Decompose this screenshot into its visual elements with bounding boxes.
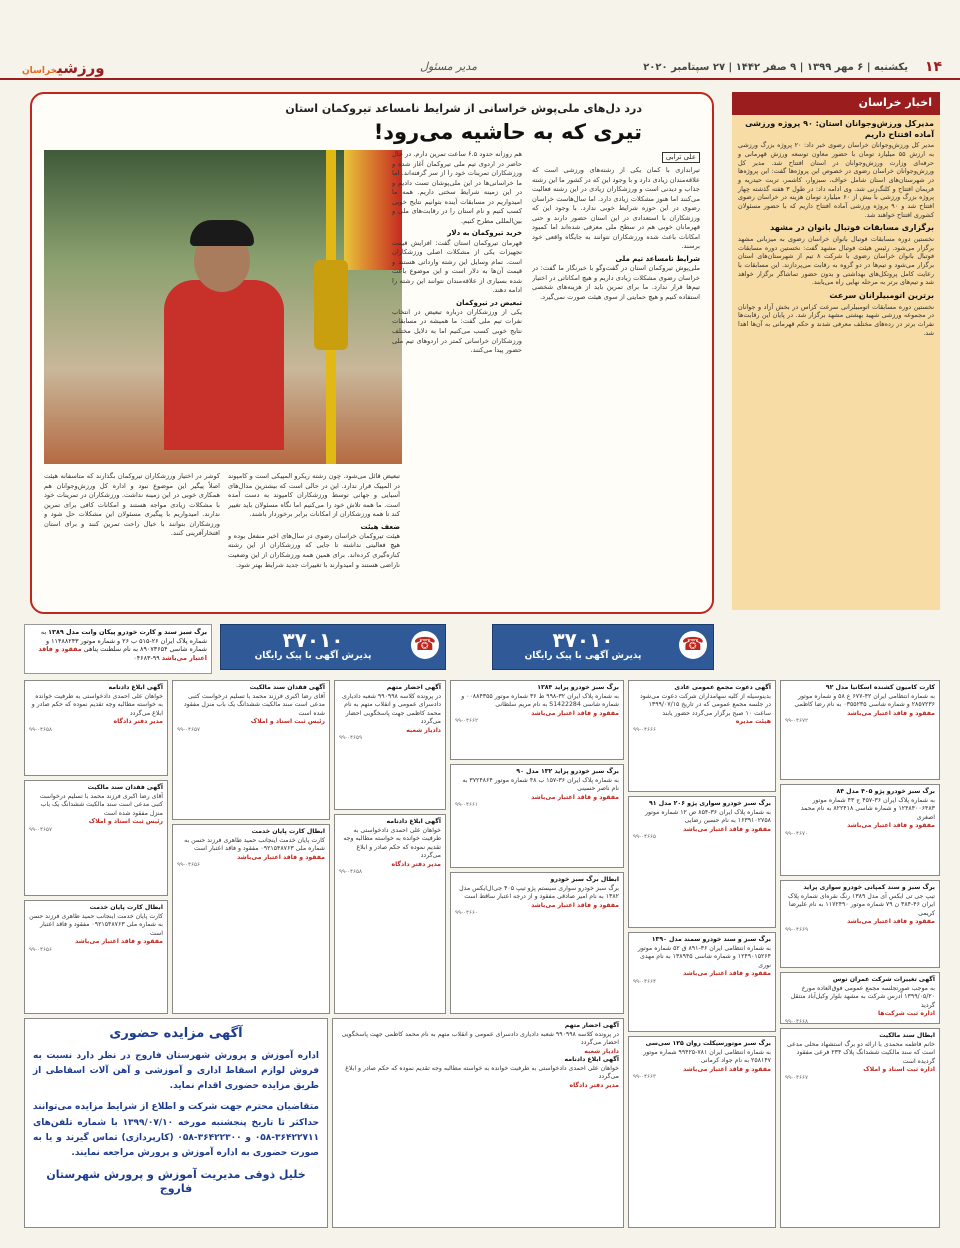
classified-body: خواهان علی احمدی دادخواستی به طرفیت خوانده به خواسته مطالبه وجه تقدیم نموده که حکم صادر و ابلاغ می‌گردد [31,692,163,717]
article-col-3 [228,472,400,600]
article-text: هیئت تیروکمان خراسان رضوی در سال‌های اخیر منفعل بوده و هیچ فعالیتی نداشته تا جایی که ورزشکاران از این رشته کناره‌گیری کرده‌اند. برای همین همه ورزشکاران از این وضعیت ناراضی هستند و امیدوارند با تغییرات جدید شرایط بهتر شود. [228,531,400,569]
classified-code: ۹۹-۰۴۶۷۰ [785,830,809,837]
classified-code: ۹۹-۰۴۶۶۶ [633,726,657,733]
classified-title: آگهی ابلاغ دادنامه [564,1056,619,1064]
news-column [732,92,940,610]
telephone-icon: ☎ [679,631,707,659]
classified-lost-note: مفقود و فاقد اعتبار می‌باشد [847,918,935,926]
classified-lost-note: اداره ثبت شرکت‌ها [877,1010,935,1018]
classified-code: ۹۹-۰۴۶۵۶ [177,862,201,869]
page-header [0,56,960,80]
classified-body: به شماره پلاک ایران ۳۲-۹۹۸ ط ۳۶ شماره موتور ۰۰۸۸۴۳۵۵ و شماره شاسی S1422284 به نام مریم سلطانی [461,692,619,709]
classified-code: ۹۹-۰۴۶۵۸ [339,869,363,876]
classified-lost-note: مفقود و فاقد اعتبار می‌باشد [531,709,619,717]
classified-lost-note: مفقود و فاقد اعتبار می‌باشد [38,645,207,662]
page-number: ۱۴ [924,59,942,75]
classified-ad [172,824,330,1014]
classified-ad [780,880,940,968]
classified-ad [780,784,940,876]
classified-lost-note: مدیر دفتر دادگاه [391,860,441,868]
classified-body: خانم فاطمه محمدی با ارائه دو برگ استشهاد محلی مدعی است که سند مالکیت ششدانگ پلاک ۲۳۴ فرعی مفقود گردیده است [786,1040,935,1065]
article-text: ملی‌پوش تیروکمان استان در گفت‌وگو با خبرنگار ما گفت: در خراسان رضوی مشکلات زیادی داریم و هیچ امکاناتی در اختیار تیم‌ها قرار ندارد. ما برای تمرین باید از هزینه‌های شخصی استفاده کنیم و هیچ حمایتی از سوی هیئت صورت نمی‌گیرد. [532,264,700,301]
classified-code: ۹۹-۰۴۶۵۷ [177,726,201,733]
article-text: تبعیض قائل می‌شود. چون رشته ریکرو المپیکی است و کامپوند در المپیک قرار ندارد. این در حالی است که بیشترین مدال‌های آسیایی و جهانی توسط ورزشکاران کامپوند به دست آمده است. ما همه تلاش خود را می‌کنیم اما نگاه مسئولان باید تغییر کند تا همه ورزشکاران از امکانات برابر برخوردار باشند. [228,472,400,519]
ad-banner-text: پذیرش آگهی با پیک رایگان [524,651,642,661]
classified-body: کارت پایان خدمت اینجانب حمید طاهری فرزند حسن به شماره ملی ۰۹۲۱۵۴۸۷۶۳ مفقود و فاقد اعتبار است [29,912,163,937]
classified-body: به شماره پلاک ایران ۳۶-۱۵۷ ب ۴۸ شماره موتور ۳۷۲۴۸۶۴ به نام ناصر حسینی [462,776,619,793]
classified-title: آگهی فقدان سند مالکیت [87,784,163,791]
classified-lost-note: مفقود و فاقد اعتبار می‌باشد [847,822,935,830]
classified-code: ۹۹-۰۴۶۶۱ [455,802,479,809]
classified-code: ۹۹-۰۴۶۶۳ [633,1074,657,1081]
classified-ad [450,872,624,1014]
classified-title: آگهی احضار متهم [564,1022,619,1029]
article-col-1 [532,166,700,598]
classified-code: ۹۹-۰۴۶۶۷ [785,1074,809,1081]
classified-ad [24,780,168,896]
header-signatures: مدیر مسئول [420,60,477,73]
classified-body: آقای رضا اکبری فرزند محمد با تسلیم درخواست کتبی مدعی است سند مالکیت ششدانگ یک باب منزل مفقود شده است [183,692,325,717]
article-text: تیراندازی با کمان یکی از رشته‌های ورزشی است که علاقه‌مندان زیادی دارد و با وجود این که در کشور ما این رشته جذاب و دیدنی است و ورزشکاران زیادی در این رشته فعالیت می‌کنند اما هنوز مشکلات زیادی دارد. اما سال‌هاست خراسان رضوی در این حوزه شرایط خوبی ندارد. با وجود این که ورزشکاران با استعدادی در این استان حضور دارند و حتی قهرمانان خوبی هم در سطح ملی معرفی شده‌اند اما کمبود امکانات باعث شده ورزشکاران نتوانند به جایگاه واقعی خود برسند. [532,166,700,251]
classified-code: ۹۹-۰۴۶۶۴ [633,978,657,985]
classified-lost-note: اداره ثبت اسناد و املاک [863,1066,935,1074]
article-text: کوشر در اختیار ورزشکاران تیروکمان بگذارند که متاسفانه هیئت اصلاً پیگیر این موضوع نبود و اداره کل ورزش‌وجوانان هم همکاری خوبی در این زمینه نداشت. ورزشکاران در تمرینات خود با مشکلات زیادی مواجه هستند و امکانات کافی برای تمرین ندارند. امیدواریم با پیگیری مسئولان این مشکلات حل شود و ورزشکاران بتوانند با خیال راحت تمرین کنند و برای استان افتخارآفرینی کنند. [44,472,220,538]
article-subhead: خرید تیروکمان به دلار [447,229,522,238]
classified-ad [780,1028,940,1228]
auction-text: اداره آموزش و پرورش شهرستان فاروج در نظر دارد نسبت به فروش لوازم اسقاط اداری و آموزشی و آهن آلات اسقاطی از طریق مزایده حضوری اقدام نماید. [33,1050,319,1092]
classified-body: به شماره پلاک ایران ۲۶-۵۱۵ ب ۲۶ و شماره موتور ۱۱۴۸۸۲۴۳ و شماره شاسی ۸۹۰۷۳۶۵۴ به نام سلطنت پناهی [40,628,207,654]
article-title: تیری که به حاشیه می‌رود! [373,120,642,144]
article-col-4 [44,472,220,600]
ad-phone-number: ۳۷۰۱۰ [282,628,344,652]
classified-code: ۹۹-۰۴۶۶۹ [785,926,809,933]
classified-ad [24,680,168,776]
classified-lost-note: رئیس ثبت اسناد و املاک [88,818,163,826]
classified-code: ۹۹-۰۴۶۶۰ [455,910,479,917]
auction-title: آگهی مزایده حضوری [109,1026,243,1041]
classified-title: ابطال کارت پایان خدمت [89,904,163,911]
classified-lost-note: هیئت مدیره [735,718,771,726]
classified-lost-note: مفقود و فاقد اعتبار می‌باشد [531,901,619,909]
classified-code: ۹۹-۰۴۶۵۷ [29,826,53,833]
classified-title: آگهی فقدان سند مالکیت [249,684,325,691]
classified-title: ابطال کارت پایان خدمت [251,828,325,835]
classified-title: ابطال سند مالکیت [879,1032,935,1039]
classified-ad [334,680,446,810]
classified-ad [450,764,624,868]
classified-code: ۹۹-۰۴۶۶۵ [633,834,657,841]
archer-photo [44,150,402,464]
classified-body: به شماره پلاک ایران ۳۶-۸۵۴ ص ۱۲ شماره موتور ۱۶۳۹۱۰۲۷۵۸ به نام حسین رضایی [644,808,771,825]
classified-title: آگهی احضار متهم [386,684,441,691]
classified-ad [628,796,776,928]
photo-athlete-shirt [164,280,284,450]
classified-lost-note: مفقود و فاقد اعتبار می‌باشد [237,853,325,861]
classified-ad [450,680,624,760]
classified-ad [780,972,940,1024]
article-subhead: ضعف هیئت [360,522,400,531]
classified-code: ۹۹-۰۴۶۸۳ [133,653,160,662]
date-line: یکشنبه | ۶ مهر ۱۳۹۹ | ۹ صفر ۱۴۴۲ | ۲۷ سپتامبر ۲۰۲۰ [643,62,908,73]
classified-ad [628,680,776,792]
classified-body: در پرونده کلاسه ۹۹۰۹۹۸ شعبه دادیاری دادسرای عمومی و انقلاب متهم به نام محمد کاظمی جهت پاسخگویی احضار می‌گردد [341,1030,619,1047]
classified-lost-note: مفقود و فاقد اعتبار می‌باشد [847,709,935,717]
classified-title: برگ سبز خودرو سواری پژو ۲۰۶ مدل ۹۱ [649,800,771,807]
classified-body: در پرونده کلاسه ۹۹۰۹۹۸ شعبه دادیاری دادسرای عمومی و انقلاب متهم به نام محمد کاظمی جهت پاسخگویی احضار می‌گردد [341,692,441,726]
classified-title: برگ سبز سند و کارت خودرو پیکان وانت مدل ۱۳۸۹ [48,628,207,636]
classified-body: خواهان علی احمدی دادخواستی به طرفیت خوانده به خواسته مطالبه وجه تقدیم نموده که حکم صادر و ابلاغ می‌گردد [343,826,441,860]
classified-ad [24,900,168,1014]
news-heading: برترین اتومبیلرانان سرعت [829,290,934,300]
brand-title: ورزشی [57,59,105,77]
classified-title: ابطال برگ سبز خودرو [550,876,619,883]
classified-code: ۹۹-۰۴۶۶۸ [785,1018,809,1024]
classified-title: برگ سبز خودرو پراید ۱۳۲ مدل ۹۰ [516,768,619,775]
classified-lost-note: مفقود و فاقد اعتبار می‌باشد [75,938,163,946]
classified-code: ۹۹-۰۴۶۵۹ [339,735,363,742]
classified-ad [628,932,776,1032]
classified-lost-note: مفقود و فاقد اعتبار می‌باشد [683,970,771,978]
classified-lost-note: مدیر دفتر دادگاه [569,1081,619,1089]
classified-title: آگهی ابلاغ دادنامه [386,818,441,825]
classified-lost-note: مفقود و فاقد اعتبار می‌باشد [683,825,771,833]
classified-title: آگهی دعوت مجمع عمومی عادی [674,684,771,691]
classified-ad [332,1018,624,1228]
news-heading: مدیرکل ورزش‌وجوانان استان: ۹۰ پروژه ورزشی آماده افتتاح داریم [745,118,934,139]
classified-title: برگ سبز خودرو پراید ۱۳۸۴ [537,684,619,691]
classified-ad [628,1036,776,1228]
auction-notice [24,1018,328,1228]
classified-title: برگ سبز خودرو پژو ۴۰۵ مدل ۸۴ [836,788,935,795]
news-body: نخستین دوره مسابقات اتومبیلرانی سرعت کراس در بخش آزاد و جوانان در مجموعه ورزشی شهید بهشتی مشهد برگزار شد. در پایان این رقابت‌ها نفرات برتر در رده‌های مختلف معرفی شدند و حکم قهرمانی به آن‌ها اهدا شد. [738,302,934,337]
classified-body: آقای رضا اکبری فرزند محمد با تسلیم درخواست کتبی مدعی است سند مالکیت ششدانگ یک باب منزل مفقود شده است [39,792,163,817]
article-supertitle: درد دل‌های ملی‌پوش خراسانی از شرایط نامساعد تیروکمان استان [285,102,642,115]
classified-code: ۹۹-۰۴۶۵۶ [29,946,53,953]
classified-body: بدینوسیله از کلیه سهامداران شرکت دعوت می‌شود در جلسه مجمع عمومی که در تاریخ ۱۳۹۹/۰۷/۱۵ ساعت ۱۰ صبح برگزار می‌گردد حضور یابند [639,692,771,717]
classified-body: به شماره انتظامی ایران ۷۸۱-۹۹۴۲۵ شماره موتور ۲۵۸۱۴۷ به نام جواد کرمانی [643,1048,771,1065]
classified-ad [780,680,940,780]
main-article [30,92,714,614]
classified-body: به شماره پلاک ایران ۳۶-۴۵۷ ج ۴۳ شماره موتور ۱۲۴۸۴۰۰۶۴۸۳ و شماره شاسی ۸۲۲۴۱۸ به نام محمد اصغری [800,796,935,821]
classified-ad [172,680,330,820]
classified-lost-note: مدیر دفتر دادگاه [113,718,163,726]
classified-title: آگهی تغییرات شرکت عمران توس [832,976,935,983]
classified-lost-note: دادیار شعبه [406,726,441,734]
classified-body: خواهان علی احمدی دادخواستی به طرفیت خوانده به خواسته مطالبه وجه تقدیم نموده که حکم صادر و ابلاغ می‌گردد [345,1064,619,1081]
classified-body: برگ سبز خودرو سواری سیستم پژو تیپ ۴۰۵ جی‌ال‌ایکس مدل ۱۳۸۲ به نام امیر صادقی مفقود و از درجه اعتبار ساقط است [459,884,619,901]
classified-code: ۹۹-۰۴۶۶۲ [455,718,479,725]
classified-code: ۹۹-۰۴۶۷۲ [785,718,809,725]
news-column-title: اخبار خراسان [732,92,940,115]
classified-lost-note: رئیس ثبت اسناد و املاک [250,718,325,726]
classified-ad [334,814,446,1014]
classified-lost-note: مفقود و فاقد اعتبار می‌باشد [531,793,619,801]
article-subhead: تبعیض در تیروکمان [456,298,522,307]
news-body: نخستین دوره مسابقات فوتبال بانوان خراسان رضوی به میزبانی مشهد برگزار می‌شود. رئیس هیئت فوتبال مشهد گفت: نخستین دوره مسابقات فوتبال بانوان خراسان رضوی با شرکت ۸ تیم از شهرستان‌های استان برگزار می‌شود و تیم‌ها در دو گروه به رقابت می‌پردازند. این مسابقات با رعایت کامل پروتکل‌های بهداشتی و بدون حضور تماشاگر برگزار خواهد شد و تیم‌های برتر به مرحله نهایی راه می‌یابند. [738,235,934,287]
classified-body: به شماره انتظامی ایران ۴۲-۶۷۷ ع ۵۸ و شماره موتور ۲۸۵۷۲۳۶ و شماره شاسی ۰۳۵۵۲۳۵ به نام رضا کاظمی [794,692,935,709]
classified-body: تیپ جی تی ایکس آی مدل ۱۳۸۹ رنگ نقره‌ای شماره پلاک ایران ۴۶-۳۸۴ ن ۷۹ شماره موتور ۱۱۷۲۴۹۰ به نام علیرضا کریمی [787,892,935,917]
ad-banner-right[interactable] [492,624,714,670]
auction-text: متقاضیان محترم جهت شرکت و اطلاع از شرایط مزایده می‌توانند حداکثر تا تاریخ پنجشنبه مورخه ۱۳۹۹/۰۷/۱۰ با شماره تلفن‌های ۳۶۴۲۲۷۱۱-۰۵۸ و ۳۶۴۲۲۳۰۰-۰۵۸ (کارپردازی) تماس گیرند و یا به صورت حضوری به اداره آموزش و پرورش مراجعه نمایند. [33,1102,319,1159]
photo-bow-grip [314,260,348,350]
news-body: مدیر کل ورزش‌وجوانان خراسان رضوی خبر داد: ۲۰ پروژه بزرگ ورزشی به ارزش ۵۵ میلیارد تومان با حضور معاون توسعه ورزش قهرمانی و حرفه‌ای وزارت ورزش‌وجوانان در استان افتتاح شد. مدیر کل ورزش‌وجوانان خراسان رضوی در خصوص این پروژه‌ها گفت: این پروژه‌ها در شهرستان‌های استان شامل خواف، سبزوار، کاشمر، تربت حیدریه و فریمان افتتاح و کلنگ‌زنی شد. وی ادامه داد: در طول ۳ هفته گذشته چهار پروژه بزرگ ورزشی با بیش از ۶۰ میلیارد تومان هزینه در خراسان رضوی افتتاح شد و ۹۰ پروژه ورزشی آماده افتتاح داریم که با حضور مسئولان کشوری افتتاح خواهند شد. [738,141,934,219]
classified-lost-note: دادیار شعبه [584,1047,619,1055]
brand-sub: خراسان [22,66,58,76]
classified-body: به موجب صورتجلسه مجمع عمومی فوق‌العاده مورخ ۱۳۹۹/۰۵/۲۰ آدرس شرکت به مشهد بلوار وکیل‌آباد منتقل گردید [790,984,935,1009]
classified-title: آگهی ابلاغ دادنامه [108,684,163,691]
section-brand [18,58,105,78]
ad-banner-left[interactable] [220,624,446,670]
photo-athlete-cap [190,220,254,246]
article-text: یکی از ورزشکاران درباره تبعیض در انتخاب نفرات تیم ملی گفت: ما همیشه در مسابقات نتایج خوبی کسب می‌کنیم اما به دلایل مختلف ورزشکاران خراسانی کمتر در اردوهای تیم ملی حضور پیدا می‌کنند. [392,307,522,355]
classified-title: برگ سبز موتورسیکلت روان ۱۲۵ سی‌سی [645,1040,771,1047]
classified-body: کارت پایان خدمت اینجانب حمید طاهری فرزند حسن به شماره ملی ۰۹۲۱۵۴۸۷۶۳ مفقود و فاقد اعتبار است [184,836,325,853]
photo-credit: علی ترابی [662,152,700,163]
ad-banner-text: پذیرش آگهی با پیک رایگان [254,651,372,661]
classified-title: برگ سبز و سند کمپانی خودرو سواری پراید [803,884,935,891]
ad-phone-number: ۳۷۰۱۰ [552,628,614,652]
article-text: قهرمان تیروکمان استان گفت: افزایش قیمت تجهیزات یکی از مشکلات اصلی ورزشکاران است. تمام وسایل این رشته وارداتی هستند و قیمت آن‌ها به دلار است و این موضوع باعث شده بسیاری از علاقه‌مندان نتوانند این رشته را ادامه دهند. [392,238,522,295]
classified-code: ۹۹-۰۴۶۵۸ [29,726,53,733]
news-heading: برگزاری مسابقات فوتبال بانوان در مشهد [770,223,934,233]
classified-title: برگ سبز و سند خودرو سمند مدل ۱۳۹۰ [651,936,771,943]
classified-title: کارت کامیون کشنده اسکانیا مدل ۹۲ [825,684,935,691]
telephone-icon: ☎ [411,631,439,659]
classified-body: به شماره انتظامی ایران ۳۶-۸۹۱ ق ۵۲ شماره موتور ۱۲۴۹۰۱۵۲۶۴ و شماره شاسی ۱۳۸۹۴۵ به نام مهدی نوری [637,944,771,969]
article-text: هم روزانه حدود ۶.۵ ساعت تمرین دارم. در حال حاضر در اردوی تیم ملی تیروکمان آغاز شده و ورزشکاران تمرینات خود را از سر گرفته‌اند. اما ما خراسانی‌ها در این ملی‌پوشان تست دادیم و در این زمینه شرایط سختی داریم. همه ما امیدواریم در مسابقات آینده بتوانیم نتایج خوبی کسب کنیم و نام استان را در رقابت‌های ملی و بین‌المللی مطرح کنیم. [392,150,522,225]
article-col-2 [392,150,522,598]
auction-signature: خلیل ذوقی مدیریت آموزش و پرورش شهرستان فاروج [46,1167,306,1196]
classified-lost-note: مفقود و فاقد اعتبار می‌باشد [683,1065,771,1073]
classified-ad-top-left [24,624,212,674]
article-subhead: شرایط نامساعد تیم ملی [615,254,700,263]
